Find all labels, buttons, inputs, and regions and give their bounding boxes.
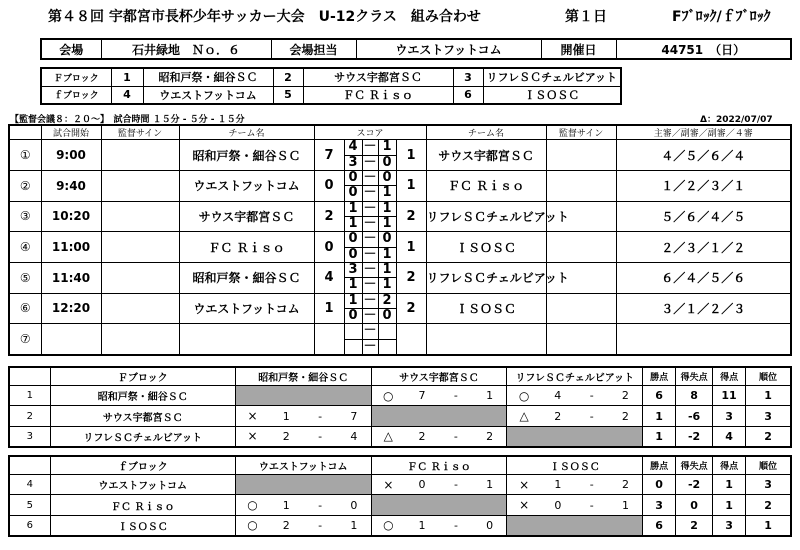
goals-for: 4: [541, 385, 575, 406]
home-second-half: 3: [344, 155, 362, 170]
self-match-cell: [235, 385, 371, 406]
match-time: 12:20: [41, 293, 101, 324]
match-row: [9, 201, 791, 216]
schedule-header-row: [9, 125, 791, 140]
away-team: ＩＳＯＳＣ: [426, 232, 546, 263]
away-first-half: 1: [378, 262, 396, 277]
team-name: 昭和戸祭・細谷ＳＣ: [50, 385, 235, 406]
result-dash: -: [439, 474, 473, 495]
stat-rank: 1: [746, 515, 791, 536]
block-team-number: 6: [453, 86, 483, 104]
result-mark: ○: [507, 385, 541, 406]
manager-sign-away: [546, 324, 616, 355]
stat-header: 得失点: [676, 367, 713, 385]
home-first-half: 1: [344, 201, 362, 216]
self-match-cell: [235, 474, 371, 495]
dash: －: [363, 139, 377, 155]
goals-for: 1: [269, 495, 303, 516]
result-dash: -: [439, 385, 473, 406]
manager-sign-home: [101, 170, 179, 201]
dash: －: [363, 277, 377, 293]
goals-for: 0: [541, 495, 575, 516]
away-total: 1: [396, 140, 426, 171]
stat-rank: 2: [746, 426, 791, 447]
home-total: 1: [314, 293, 344, 324]
result-dash: -: [439, 426, 473, 447]
away-second-half: 0: [378, 308, 396, 323]
dash: －: [363, 170, 377, 186]
header-blank: [9, 367, 50, 385]
venue-table: [40, 38, 792, 60]
stat-header: 勝点: [643, 367, 676, 385]
away-first-half: 1: [378, 140, 396, 155]
dash: －: [363, 308, 377, 324]
home-second-half: 1: [344, 216, 362, 231]
goals-for: 1: [269, 406, 303, 427]
away-total: 2: [396, 262, 426, 293]
stat-header: 得点: [713, 456, 746, 474]
opponent-header: サウス宇都宮ＳＣ: [371, 367, 507, 385]
home-second-half: [344, 339, 362, 355]
match-time: 11:00: [41, 232, 101, 263]
header-team-name: チーム名: [179, 125, 314, 140]
stat-rank: 3: [746, 474, 791, 495]
result-dash: -: [303, 495, 337, 516]
header-blank: [9, 456, 50, 474]
match-number: ③: [9, 201, 41, 232]
stat-header: 得失点: [676, 456, 713, 474]
result-dash: -: [303, 515, 337, 536]
goals-against: 1: [337, 515, 371, 536]
goals-for: 1: [541, 474, 575, 495]
match-number: ①: [9, 140, 41, 171]
goals-against: 0: [337, 495, 371, 516]
result-mark: ×: [507, 495, 541, 516]
home-first-half: [344, 324, 362, 339]
away-total: 1: [396, 232, 426, 263]
away-first-half: [378, 324, 396, 339]
goals-against: 0: [473, 515, 507, 536]
match-number: ②: [9, 170, 41, 201]
block-name: Ｆブロック: [41, 68, 111, 86]
team-number: 2: [9, 406, 50, 427]
away-team: ＦＣ Ｒｉｓｏ: [426, 170, 546, 201]
home-first-half: 0: [344, 232, 362, 247]
dash: －: [363, 292, 377, 308]
match-number: ⑦: [9, 324, 41, 355]
away-total: 1: [396, 170, 426, 201]
stat-goal-diff: 2: [676, 515, 713, 536]
stat-goals: 11: [713, 385, 746, 406]
referees: ５／６／４／５: [616, 201, 791, 232]
stat-goal-diff: -2: [676, 474, 713, 495]
home-first-half: 1: [344, 293, 362, 308]
goals-against: 2: [609, 385, 643, 406]
revision-note: Δ：2022/07/07: [700, 115, 773, 125]
stat-goal-diff: -6: [676, 406, 713, 427]
block-name: ｆブロック: [41, 86, 111, 104]
goals-against: 1: [473, 385, 507, 406]
stat-goals: 1: [713, 474, 746, 495]
home-second-half: 0: [344, 186, 362, 201]
team-number: 6: [9, 515, 50, 536]
match-row: [9, 140, 791, 155]
result-mark: ○: [371, 385, 405, 406]
goals-against: 2: [609, 474, 643, 495]
page-title: 第４８回 宇都宮市長杯少年サッカー大会 U-12クラス 組み合わせ: [48, 9, 481, 25]
manager-sign-away: [546, 170, 616, 201]
away-total: 2: [396, 201, 426, 232]
referees: １／２／３／１: [616, 170, 791, 201]
away-second-half: 1: [378, 278, 396, 293]
stat-points: 3: [643, 495, 676, 516]
home-second-half: 0: [344, 308, 362, 323]
home-first-half: 3: [344, 262, 362, 277]
match-row: [9, 170, 791, 185]
manager-sign-home: [101, 232, 179, 263]
block-team-number: 1: [111, 68, 143, 86]
manager-sign-away: [546, 232, 616, 263]
result-dash: -: [575, 495, 609, 516]
block-team-number: 4: [111, 86, 143, 104]
dash: －: [363, 338, 377, 354]
dash: －: [363, 262, 377, 278]
header-manager-sign: 監督サイン: [546, 125, 616, 140]
team-name: サウス宇都宮ＳＣ: [50, 406, 235, 427]
standings-row: [9, 426, 791, 447]
block-team-name: ウエストフットコム: [143, 86, 273, 104]
referees: [616, 324, 791, 355]
home-team: [179, 324, 314, 355]
home-team: 昭和戸祭・細谷ＳＣ: [179, 140, 314, 171]
goals-for: 0: [405, 474, 439, 495]
home-second-half: 0: [344, 247, 362, 262]
away-second-half: 1: [378, 216, 396, 231]
block-team-name: サウス宇都宮ＳＣ: [303, 68, 453, 86]
dash: －: [363, 185, 377, 201]
result-mark: △: [507, 406, 541, 427]
date-label: 開催日: [541, 39, 616, 59]
standings-row: [9, 515, 791, 536]
manager-value: ウエストフットコム: [356, 39, 541, 59]
stat-rank: 1: [746, 385, 791, 406]
home-total: 4: [314, 262, 344, 293]
match-number: ⑤: [9, 262, 41, 293]
header-manager-sign: 監督サイン: [101, 125, 179, 140]
block-row: [41, 86, 621, 104]
stat-goals: 3: [713, 406, 746, 427]
result-dash: -: [303, 426, 337, 447]
opponent-header: ウエストフットコム: [235, 456, 371, 474]
match-number: ④: [9, 232, 41, 263]
dash: －: [363, 323, 377, 339]
venue-value: 石井緑地 Ｎｏ．６: [101, 39, 271, 59]
stat-rank: 2: [746, 495, 791, 516]
home-total: 0: [314, 232, 344, 263]
stat-goals: 4: [713, 426, 746, 447]
referees: ６／４／５／６: [616, 262, 791, 293]
result-dash: -: [575, 474, 609, 495]
referees: ２／３／１／２: [616, 232, 791, 263]
team-number: 5: [9, 495, 50, 516]
stat-header: 得点: [713, 367, 746, 385]
away-first-half: 0: [378, 232, 396, 247]
goals-for: 2: [405, 426, 439, 447]
team-number: 3: [9, 426, 50, 447]
home-total: 0: [314, 170, 344, 201]
match-time: [41, 324, 101, 355]
away-second-half: 0: [378, 155, 396, 170]
result-mark: ×: [235, 406, 269, 427]
away-first-half: 0: [378, 170, 396, 185]
header-team-name: チーム名: [426, 125, 546, 140]
dash: －: [363, 231, 377, 247]
day-label: 第１日: [565, 9, 607, 25]
result-mark: ○: [235, 495, 269, 516]
match-row: [9, 232, 791, 247]
home-total: 2: [314, 201, 344, 232]
block-team-number: 5: [273, 86, 303, 104]
block-team-name: ＩＳＯＳＣ: [483, 86, 621, 104]
goals-against: 4: [337, 426, 371, 447]
home-total: [314, 324, 344, 355]
standings-table-lower-f: [8, 455, 792, 537]
standings-row: [9, 385, 791, 406]
away-team: リフレＳＣチェルビアット: [426, 262, 546, 293]
away-team: サウス宇都宮ＳＣ: [426, 140, 546, 171]
away-team: [426, 324, 546, 355]
goals-against: 1: [473, 474, 507, 495]
home-first-half: 0: [344, 170, 362, 185]
goals-for: 2: [541, 406, 575, 427]
team-name: ＦＣ Ｒｉｓｏ: [50, 495, 235, 516]
block-row: [41, 68, 621, 86]
goals-for: 7: [405, 385, 439, 406]
stat-goal-diff: -2: [676, 426, 713, 447]
match-time: 10:20: [41, 201, 101, 232]
opponent-header: 昭和戸祭・細谷ＳＣ: [235, 367, 371, 385]
goals-for: 2: [269, 426, 303, 447]
block-team-number: 2: [273, 68, 303, 86]
team-name: ウエストフットコム: [50, 474, 235, 495]
dash: －: [363, 246, 377, 262]
result-mark: ×: [371, 474, 405, 495]
stat-points: 6: [643, 515, 676, 536]
goals-against: 2: [609, 406, 643, 427]
team-number: 4: [9, 474, 50, 495]
home-team: ウエストフットコム: [179, 170, 314, 201]
header-start-time: 試合開始: [41, 125, 101, 140]
away-first-half: 2: [378, 293, 396, 308]
match-row: [9, 324, 791, 339]
goals-against: 7: [337, 406, 371, 427]
standings-header-row: [9, 456, 791, 474]
standings-row: [9, 495, 791, 516]
result-mark: ○: [371, 515, 405, 536]
opponent-header: ＦＣ Ｒｉｓｏ: [371, 456, 507, 474]
opponent-header: ＩＳＯＳＣ: [507, 456, 643, 474]
team-number: 1: [9, 385, 50, 406]
venue-label: 会場: [41, 39, 101, 59]
schedule-table: [8, 124, 792, 356]
match-time: 9:40: [41, 170, 101, 201]
home-team: ウエストフットコム: [179, 293, 314, 324]
block-label: Fﾌﾞﾛｯｸ/ｆﾌﾞﾛｯｸ: [672, 9, 771, 25]
standings-block-title: ｆブロック: [50, 456, 235, 474]
manager-sign-home: [101, 293, 179, 324]
team-name: ＩＳＯＳＣ: [50, 515, 235, 536]
self-match-cell: [507, 515, 643, 536]
result-dash: -: [439, 515, 473, 536]
self-match-cell: [371, 495, 507, 516]
result-mark: ×: [507, 474, 541, 495]
referees: ４／５／６／４: [616, 140, 791, 171]
result-dash: -: [575, 406, 609, 427]
date-value: 44751 （日）: [616, 39, 791, 59]
result-mark: ×: [235, 426, 269, 447]
stat-header: 勝点: [643, 456, 676, 474]
dash: －: [363, 200, 377, 216]
away-team: リフレＳＣチェルビアット: [426, 201, 546, 232]
away-total: [396, 324, 426, 355]
standings-block-title: Ｆブロック: [50, 367, 235, 385]
result-mark: ○: [235, 515, 269, 536]
goals-against: 2: [473, 426, 507, 447]
manager-sign-home: [101, 201, 179, 232]
block-team-name: リフレＳＣチェルビアット: [483, 68, 621, 86]
self-match-cell: [371, 406, 507, 427]
referees: ３／１／２／３: [616, 293, 791, 324]
manager-sign-home: [101, 140, 179, 171]
home-first-half: 4: [344, 140, 362, 155]
stat-points: 1: [643, 406, 676, 427]
stat-header: 順位: [746, 367, 791, 385]
self-match-cell: [507, 426, 643, 447]
away-second-half: 1: [378, 247, 396, 262]
stat-rank: 3: [746, 406, 791, 427]
stat-goal-diff: 0: [676, 495, 713, 516]
match-row: [9, 293, 791, 308]
result-dash: -: [575, 385, 609, 406]
block-team-name: ＦＣ Ｒｉｓｏ: [303, 86, 453, 104]
block-team-table: [40, 67, 622, 105]
away-second-half: 1: [378, 186, 396, 201]
manager-sign-away: [546, 293, 616, 324]
manager-sign-away: [546, 140, 616, 171]
match-row: [9, 262, 791, 277]
away-team: ＩＳＯＳＣ: [426, 293, 546, 324]
goals-against: 1: [609, 495, 643, 516]
standings-row: [9, 474, 791, 495]
block-team-name: 昭和戸祭・細谷ＳＣ: [143, 68, 273, 86]
stat-points: 6: [643, 385, 676, 406]
manager-sign-home: [101, 324, 179, 355]
stat-goals: 3: [713, 515, 746, 536]
home-total: 7: [314, 140, 344, 171]
opponent-header: リフレＳＣチェルビアット: [507, 367, 643, 385]
meeting-note: 【監督会議８：２０～】 試合時間 １５分 - ５分 - １５分: [10, 115, 245, 125]
stat-header: 順位: [746, 456, 791, 474]
stat-points: 0: [643, 474, 676, 495]
away-first-half: 1: [378, 201, 396, 216]
header-blank: [9, 125, 41, 140]
home-team: 昭和戸祭・細谷ＳＣ: [179, 262, 314, 293]
standings-header-row: [9, 367, 791, 385]
header-referees: 主審／副審／副審／４審: [616, 125, 791, 140]
stat-goals: 1: [713, 495, 746, 516]
standings-table-f: [8, 366, 792, 448]
manager-sign-home: [101, 262, 179, 293]
team-name: リフレＳＣチェルビアット: [50, 426, 235, 447]
result-dash: -: [303, 406, 337, 427]
match-time: 9:00: [41, 140, 101, 171]
dash: －: [363, 216, 377, 232]
match-number: ⑥: [9, 293, 41, 324]
goals-for: 1: [405, 515, 439, 536]
goals-for: 2: [269, 515, 303, 536]
dash: －: [363, 154, 377, 170]
result-mark: △: [371, 426, 405, 447]
home-team: ＦＣ Ｒｉｓｏ: [179, 232, 314, 263]
home-team: サウス宇都宮ＳＣ: [179, 201, 314, 232]
stat-goal-diff: 8: [676, 385, 713, 406]
manager-label: 会場担当: [271, 39, 356, 59]
standings-row: [9, 406, 791, 427]
away-total: 2: [396, 293, 426, 324]
header-score: スコア: [314, 125, 426, 140]
away-second-half: [378, 339, 396, 355]
block-team-number: 3: [453, 68, 483, 86]
stat-points: 1: [643, 426, 676, 447]
match-time: 11:40: [41, 262, 101, 293]
home-second-half: 1: [344, 278, 362, 293]
